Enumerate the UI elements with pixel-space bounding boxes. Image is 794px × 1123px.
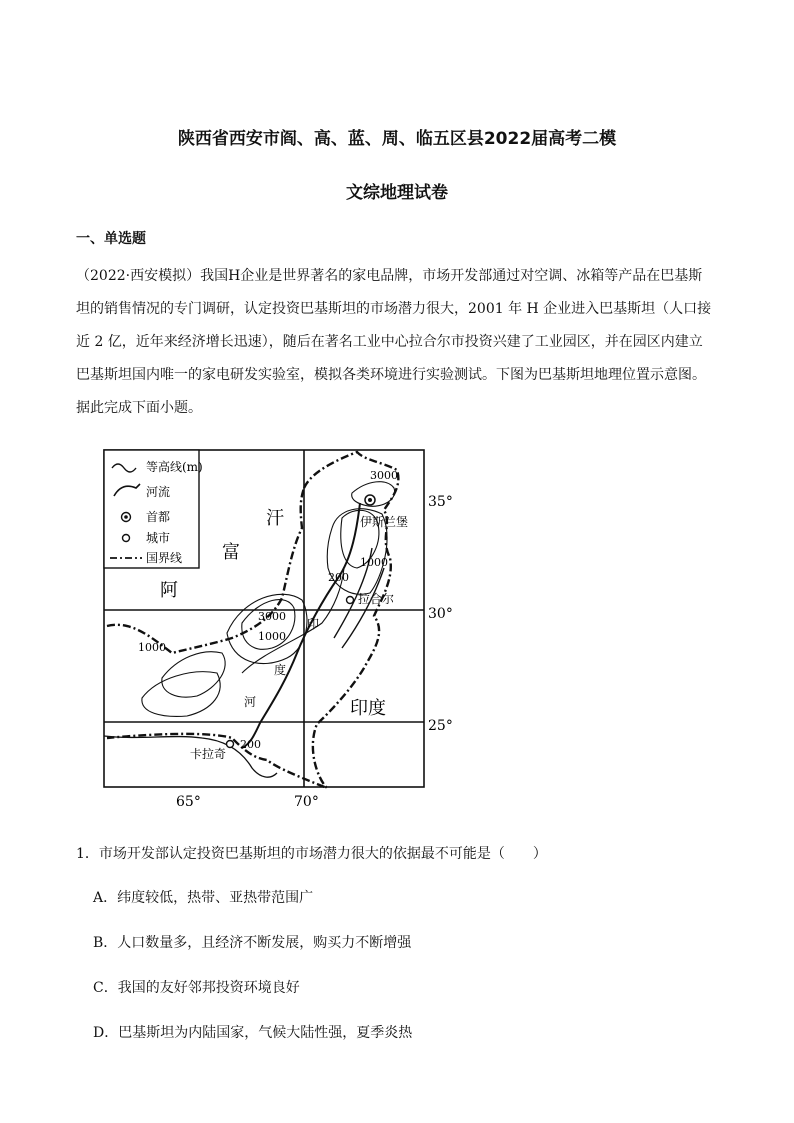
contour-label-1000: 1000 bbox=[138, 641, 166, 654]
legend-contour: 等高线(m) bbox=[146, 460, 203, 474]
lon-label-65: 65° bbox=[176, 794, 201, 808]
lat-label-25: 25° bbox=[428, 718, 453, 734]
label-indus-3: 河 bbox=[244, 695, 257, 709]
label-india: 印度 bbox=[350, 698, 386, 719]
label-islamabad: 伊斯兰堡 bbox=[360, 515, 409, 529]
lat-label-30: 30° bbox=[428, 606, 453, 622]
label-afghanistan-1: 汗 bbox=[266, 508, 284, 529]
lat-label-35: 35° bbox=[428, 494, 453, 510]
legend-city: 城市 bbox=[146, 531, 171, 545]
section-heading: 一、单选题 bbox=[76, 231, 146, 247]
option-a[interactable]: A．纬度较低，热带、亚热带范围广 bbox=[93, 890, 314, 906]
legend-capital: 首都 bbox=[146, 510, 171, 524]
legend-river: 河流 bbox=[146, 485, 171, 499]
option-b[interactable]: B．人口数量多，且经济不断发展，购买力不断增强 bbox=[93, 935, 412, 951]
option-c[interactable]: C．我国的友好邻邦投资环境良好 bbox=[93, 980, 300, 996]
contour-label-3000: 3000 bbox=[258, 610, 286, 623]
passage-line: 巴基斯坦国内唯一的家电研发实验室，模拟各类环境进行实验测试。下图为巴基斯坦地理位置示意图。 bbox=[76, 367, 706, 383]
lahore-city-icon bbox=[347, 597, 354, 604]
indus-river bbox=[242, 503, 360, 748]
contour-label-200: 200 bbox=[240, 738, 261, 751]
legend-border: 国界线 bbox=[146, 551, 183, 565]
question-stem: 1．市场开发部认定投资巴基斯坦的市场潜力很大的依据最不可能是（ ） bbox=[76, 846, 547, 862]
passage-line: 据此完成下面小题。 bbox=[76, 400, 202, 416]
passage-line: 近 2 亿，近年来经济增长迅速），随后在著名工业中心拉合尔市投资兴建了工业园区，并在园区内建立 bbox=[76, 334, 703, 350]
label-afghanistan-3: 阿 bbox=[160, 580, 178, 601]
passage-line: （2022·西安模拟）我国H企业是世界著名的家电品牌，市场开发部通过对空调、冰箱等产品在巴基斯 bbox=[76, 268, 703, 284]
pakistan-location-map bbox=[102, 448, 472, 808]
label-indus-2: 度 bbox=[274, 663, 287, 677]
contour-label-1000: 1000 bbox=[360, 556, 388, 569]
passage bbox=[76, 260, 736, 425]
contour-label-3000: 3000 bbox=[370, 469, 398, 482]
karachi-city-icon bbox=[227, 741, 234, 748]
label-indus-1: 印 bbox=[307, 617, 320, 631]
label-karachi: 卡拉奇 bbox=[190, 747, 227, 761]
page-title: 陕西省西安市阎、高、蓝、周、临五区县2022届高考二模 bbox=[177, 129, 617, 149]
label-afghanistan-2: 富 bbox=[222, 542, 240, 563]
contour-label-200: 200 bbox=[328, 571, 349, 584]
contour-label-1000: 1000 bbox=[258, 630, 286, 643]
page-subtitle: 文综地理试卷 bbox=[346, 183, 448, 203]
map-legend bbox=[104, 450, 203, 568]
lon-label-70: 70° bbox=[294, 794, 319, 808]
passage-line: 坦的销售情况的专门调研，认定投资巴基斯坦的市场潜力很大，2001 年 H 企业进入巴基斯坦（人口接 bbox=[76, 301, 712, 317]
label-lahore: 拉合尔 bbox=[358, 592, 395, 606]
option-d[interactable]: D．巴基斯坦为内陆国家，气候大陆性强，夏季炎热 bbox=[93, 1025, 413, 1041]
